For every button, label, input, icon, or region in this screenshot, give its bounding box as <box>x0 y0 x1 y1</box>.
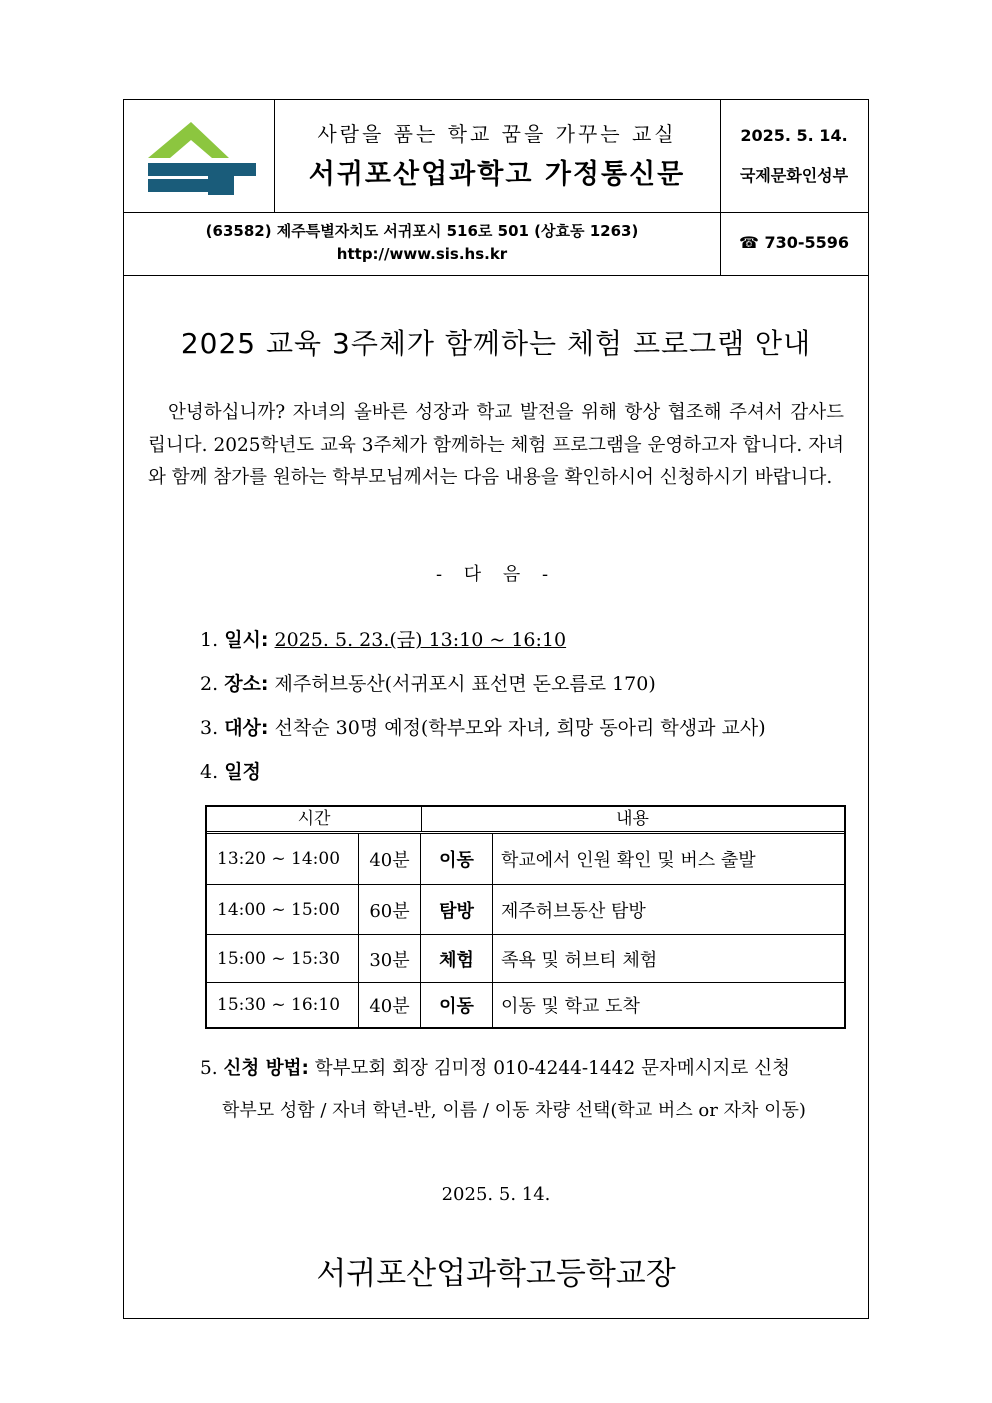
apply-note: 학부모 성함 / 자녀 학년-반, 이름 / 이동 차량 선택(학교 버스 or 자차 이동) <box>222 1100 806 1121</box>
school-url[interactable]: http://www.sis.hs.kr <box>336 245 508 263</box>
newsletter-title: 서귀포산업과학고 가정통신문 <box>308 159 686 190</box>
principal-signature: 서귀포산업과학고등학교장 <box>316 1256 676 1292</box>
table-row <box>207 885 844 935</box>
title-cell <box>274 100 721 212</box>
item-number: 5. <box>200 1058 218 1079</box>
intro-paragraph: 안녕하십니까? 자녀의 올바른 성장과 학교 발전을 위해 항상 협조해 주셔서 감사드립니다. 2025학년도 교육 3주체가 함께하는 체험 프로그램을 운영하고자 합니다. 자녀와 함께 참가를 원하는 학부모님께서는 다음 내용을 확인하시어 신청하시기 바랍니다. <box>148 402 844 488</box>
table-row <box>207 983 844 1027</box>
item-number: 1. <box>200 629 219 651</box>
cell-type: 체험 <box>421 935 493 982</box>
schedule-table <box>205 805 846 1029</box>
cell-type: 이동 <box>421 834 493 884</box>
item-label: 신청 방법: <box>223 1058 309 1079</box>
cell-desc: 학교에서 인원 확인 및 버스 출발 <box>501 850 756 871</box>
table-row <box>207 935 844 983</box>
item-number: 2. <box>200 673 219 695</box>
school-logo <box>124 100 274 212</box>
cell-time: 15:00 ~ 15:30 <box>207 935 359 982</box>
document-title: 2025 교육 3주체가 함께하는 체험 프로그램 안내 <box>180 327 812 360</box>
cell-desc: 제주허브동산 탐방 <box>501 900 646 922</box>
item-date <box>200 625 566 652</box>
header-top <box>124 100 868 213</box>
schedule-table-header <box>207 807 844 834</box>
header-content: 내용 <box>616 809 649 829</box>
item-label: 일시: <box>224 629 269 651</box>
header-time: 시간 <box>297 809 331 829</box>
item-value: 선착순 30명 예정(학부모와 자녀, 희망 동아리 학생과 교사) <box>274 717 766 739</box>
item-label: 대상: <box>224 717 269 739</box>
phone-cell <box>720 212 868 275</box>
cell-time: 15:30 ~ 16:10 <box>207 983 359 1027</box>
department: 국제문화인성부 <box>739 166 849 185</box>
logo-cell <box>124 100 275 212</box>
item-schedule <box>200 757 261 784</box>
item-apply <box>200 1054 790 1080</box>
item-label: 일정 <box>224 761 261 783</box>
item-place <box>200 669 656 696</box>
cell-desc: 이동 및 학교 도착 <box>501 996 640 1017</box>
item-number: 4. <box>200 761 219 783</box>
issue-date: 2025. 5. 14. <box>740 126 848 145</box>
item-target <box>200 713 766 740</box>
newsletter-frame <box>123 99 869 1319</box>
school-address: (63582) 제주특별자치도 서귀포시 516로 501 (상효동 1263) <box>205 222 639 240</box>
address-cell <box>124 212 721 275</box>
cell-type: 이동 <box>421 983 493 1027</box>
item-value: 2025. 5. 23.(금) 13:10 ~ 16:10 <box>274 629 567 651</box>
item-value: 제주허브동산(서귀포시 표선면 돈오름로 170) <box>274 673 656 695</box>
school-slogan: 사람을 품는 학교 꿈을 가꾸는 교실 <box>317 122 677 146</box>
cell-time: 14:00 ~ 15:00 <box>207 885 359 934</box>
cell-desc: 족욕 및 허브티 체험 <box>501 949 658 971</box>
item-label: 장소: <box>224 673 269 695</box>
sign-date: 2025. 5. 14. <box>441 1184 551 1205</box>
school-phone: ☎ 730-5596 <box>738 233 850 252</box>
table-row <box>207 834 844 885</box>
cell-type: 탐방 <box>421 885 493 934</box>
cell-time: 13:20 ~ 14:00 <box>207 834 359 884</box>
dasum-heading: - 다 음 - <box>435 564 557 585</box>
cell-duration: 30분 <box>359 935 421 982</box>
header-bottom <box>124 212 868 276</box>
item-value: 학부모회 회장 김미정 010-4244-1442 문자메시지로 신청 <box>314 1058 790 1079</box>
cell-duration: 40분 <box>359 983 421 1027</box>
cell-duration: 40분 <box>359 834 421 884</box>
item-number: 3. <box>200 717 219 739</box>
cell-duration: 60분 <box>359 885 421 934</box>
date-cell <box>720 100 868 212</box>
